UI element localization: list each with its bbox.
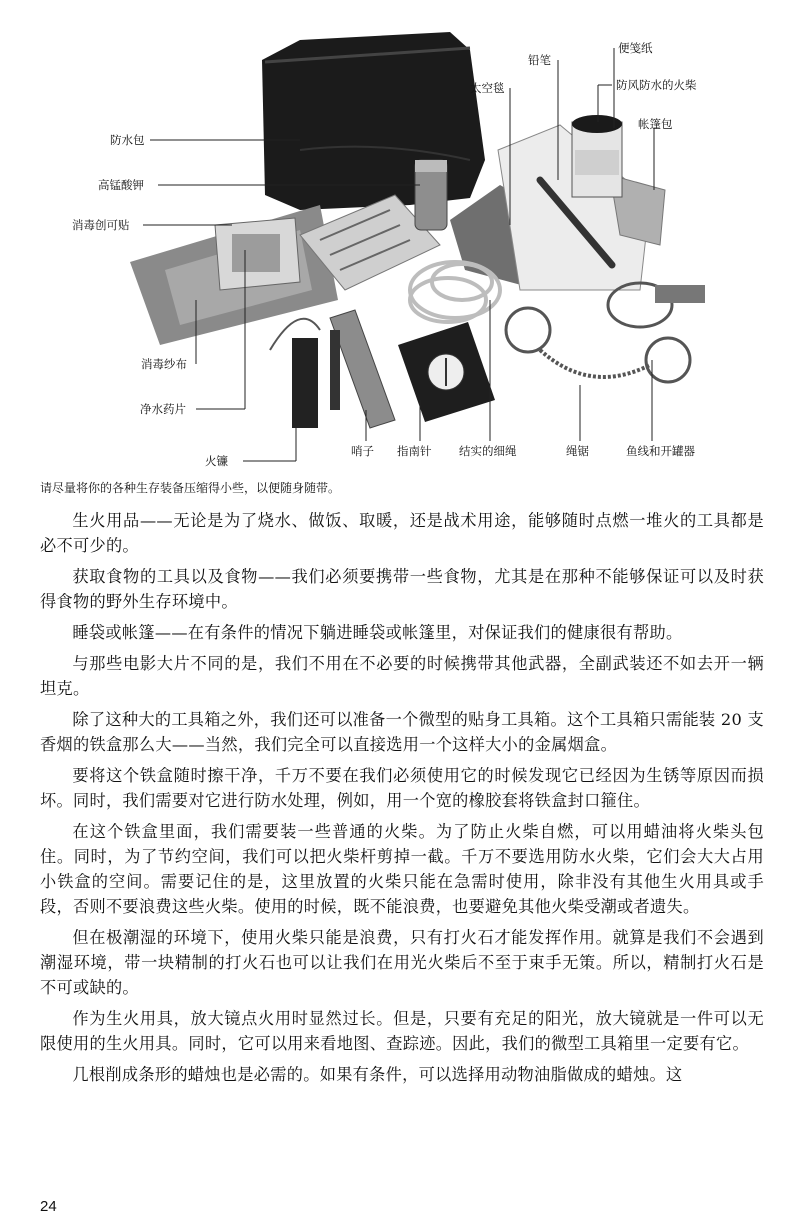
label-compass: 指南针 [397,444,432,458]
label-water-tablets: 净水药片 [140,402,186,416]
paragraph: 除了这种大的工具箱之外，我们还可以准备一个微型的贴身工具箱。这个工具箱只需能装 20 支香烟的铁盒那么大——当然，我们完全可以直接选用一个这样大小的金属烟盒。 [40,710,764,754]
paragraph: 睡袋或帐篷——在有条件的情况下躺进睡袋或帐篷里，对保证我们的健康很有帮助。 [72,623,683,642]
label-wind-water-matches: 防风防水的火柴 [616,78,697,92]
label-sterile-gauze: 消毒纱布 [141,357,187,371]
paragraph: 但在极潮湿的环境下，使用火柴只能是浪费，只有打火石才能发挥作用。就算是我们不会遇到潮湿环境，带一块精制的打火石也可以让我们在用光火柴后不至于束手无策。所以，精制打火石是不可或缺的。 [40,928,764,997]
label-tent-bag: 帐篷包 [638,117,673,131]
bandaid-packet-illustration [215,218,300,290]
waterproof-bag-illustration [262,32,485,210]
survival-kit-figure [0,0,800,470]
body-text [40,508,764,1093]
permanganate-tube-illustration [415,160,447,230]
page-number: 24 [40,1198,57,1215]
label-pencil: 铅笔 [528,53,551,67]
label-strong-cord: 结实的细绳 [459,444,517,458]
label-space-blanket: 太空毯 [470,81,505,95]
figure-caption: 请尽量将你的各种生存装备压缩得小些，以便随身随带。 [40,481,341,495]
paragraph: 生火用品——无论是为了烧水、做饭、取暖，还是战术用途，能够随时点燃一堆火的工具都是必不可少的。 [40,511,764,555]
compass-illustration [398,322,495,422]
paragraph: 作为生火用具，放大镜点火用时显然过长。但是，只要有充足的阳光，放大镜就是一件可以无限使用的生火用具。同时，它可以用来看地图、查踪迹。因此，我们的微型工具箱里一定要有它。 [40,1009,764,1053]
label-antiseptic-bandaid: 消毒创可贴 [72,218,130,232]
label-waterproof-bag: 防水包 [110,133,145,147]
fire-steel-illustration [270,319,340,428]
paragraph: 与那些电影大片不同的是，我们不用在不必要的时候携带其他武器，全副武装还不如去开一辆坦克。 [40,654,764,698]
label-potassium-permanganate: 高锰酸钾 [98,178,144,192]
paragraph: 获取食物的工具以及食物——我们必须要携带一些食物，尤其是在那种不能够保证可以及时获得食物的野外生存环境中。 [40,567,764,611]
paragraph: 几根削成条形的蜡烛也是必需的。如果有条件，可以选择用动物油脂做成的蜡烛。这 [72,1065,683,1084]
label-fire-steel: 火镰 [205,454,228,468]
label-fishing-line-can-opener: 鱼线和开罐器 [626,444,695,458]
label-wire-saw: 绳锯 [566,444,589,458]
label-notepaper: 便笺纸 [618,41,653,55]
paragraph: 要将这个铁盒随时擦干净，千万不要在我们必须使用它的时候发现它已经因为生锈等原因而损坏。同时，我们需要对它进行防水处理，例如，用一个宽的橡胶套将铁盒封口箍住。 [40,766,764,810]
cord-illustration [410,262,500,322]
label-whistle: 哨子 [351,444,374,458]
paragraph: 在这个铁盒里面，我们需要装一些普通的火柴。为了防止火柴自燃，可以用蜡油将火柴头包住。同时，为了节约空间，我们可以把火柴杆剪掉一截。千万不要选用防水火柴，它们会大大占用小铁盒的空间。需要记住的是，这里放置的火柴只能在急需时使用，除非没有其他生火用具或手段，否则不要浪费这些火柴。使用的时候，既不能浪费，也要避免其他火柴受潮或者遗失。 [40,822,764,916]
